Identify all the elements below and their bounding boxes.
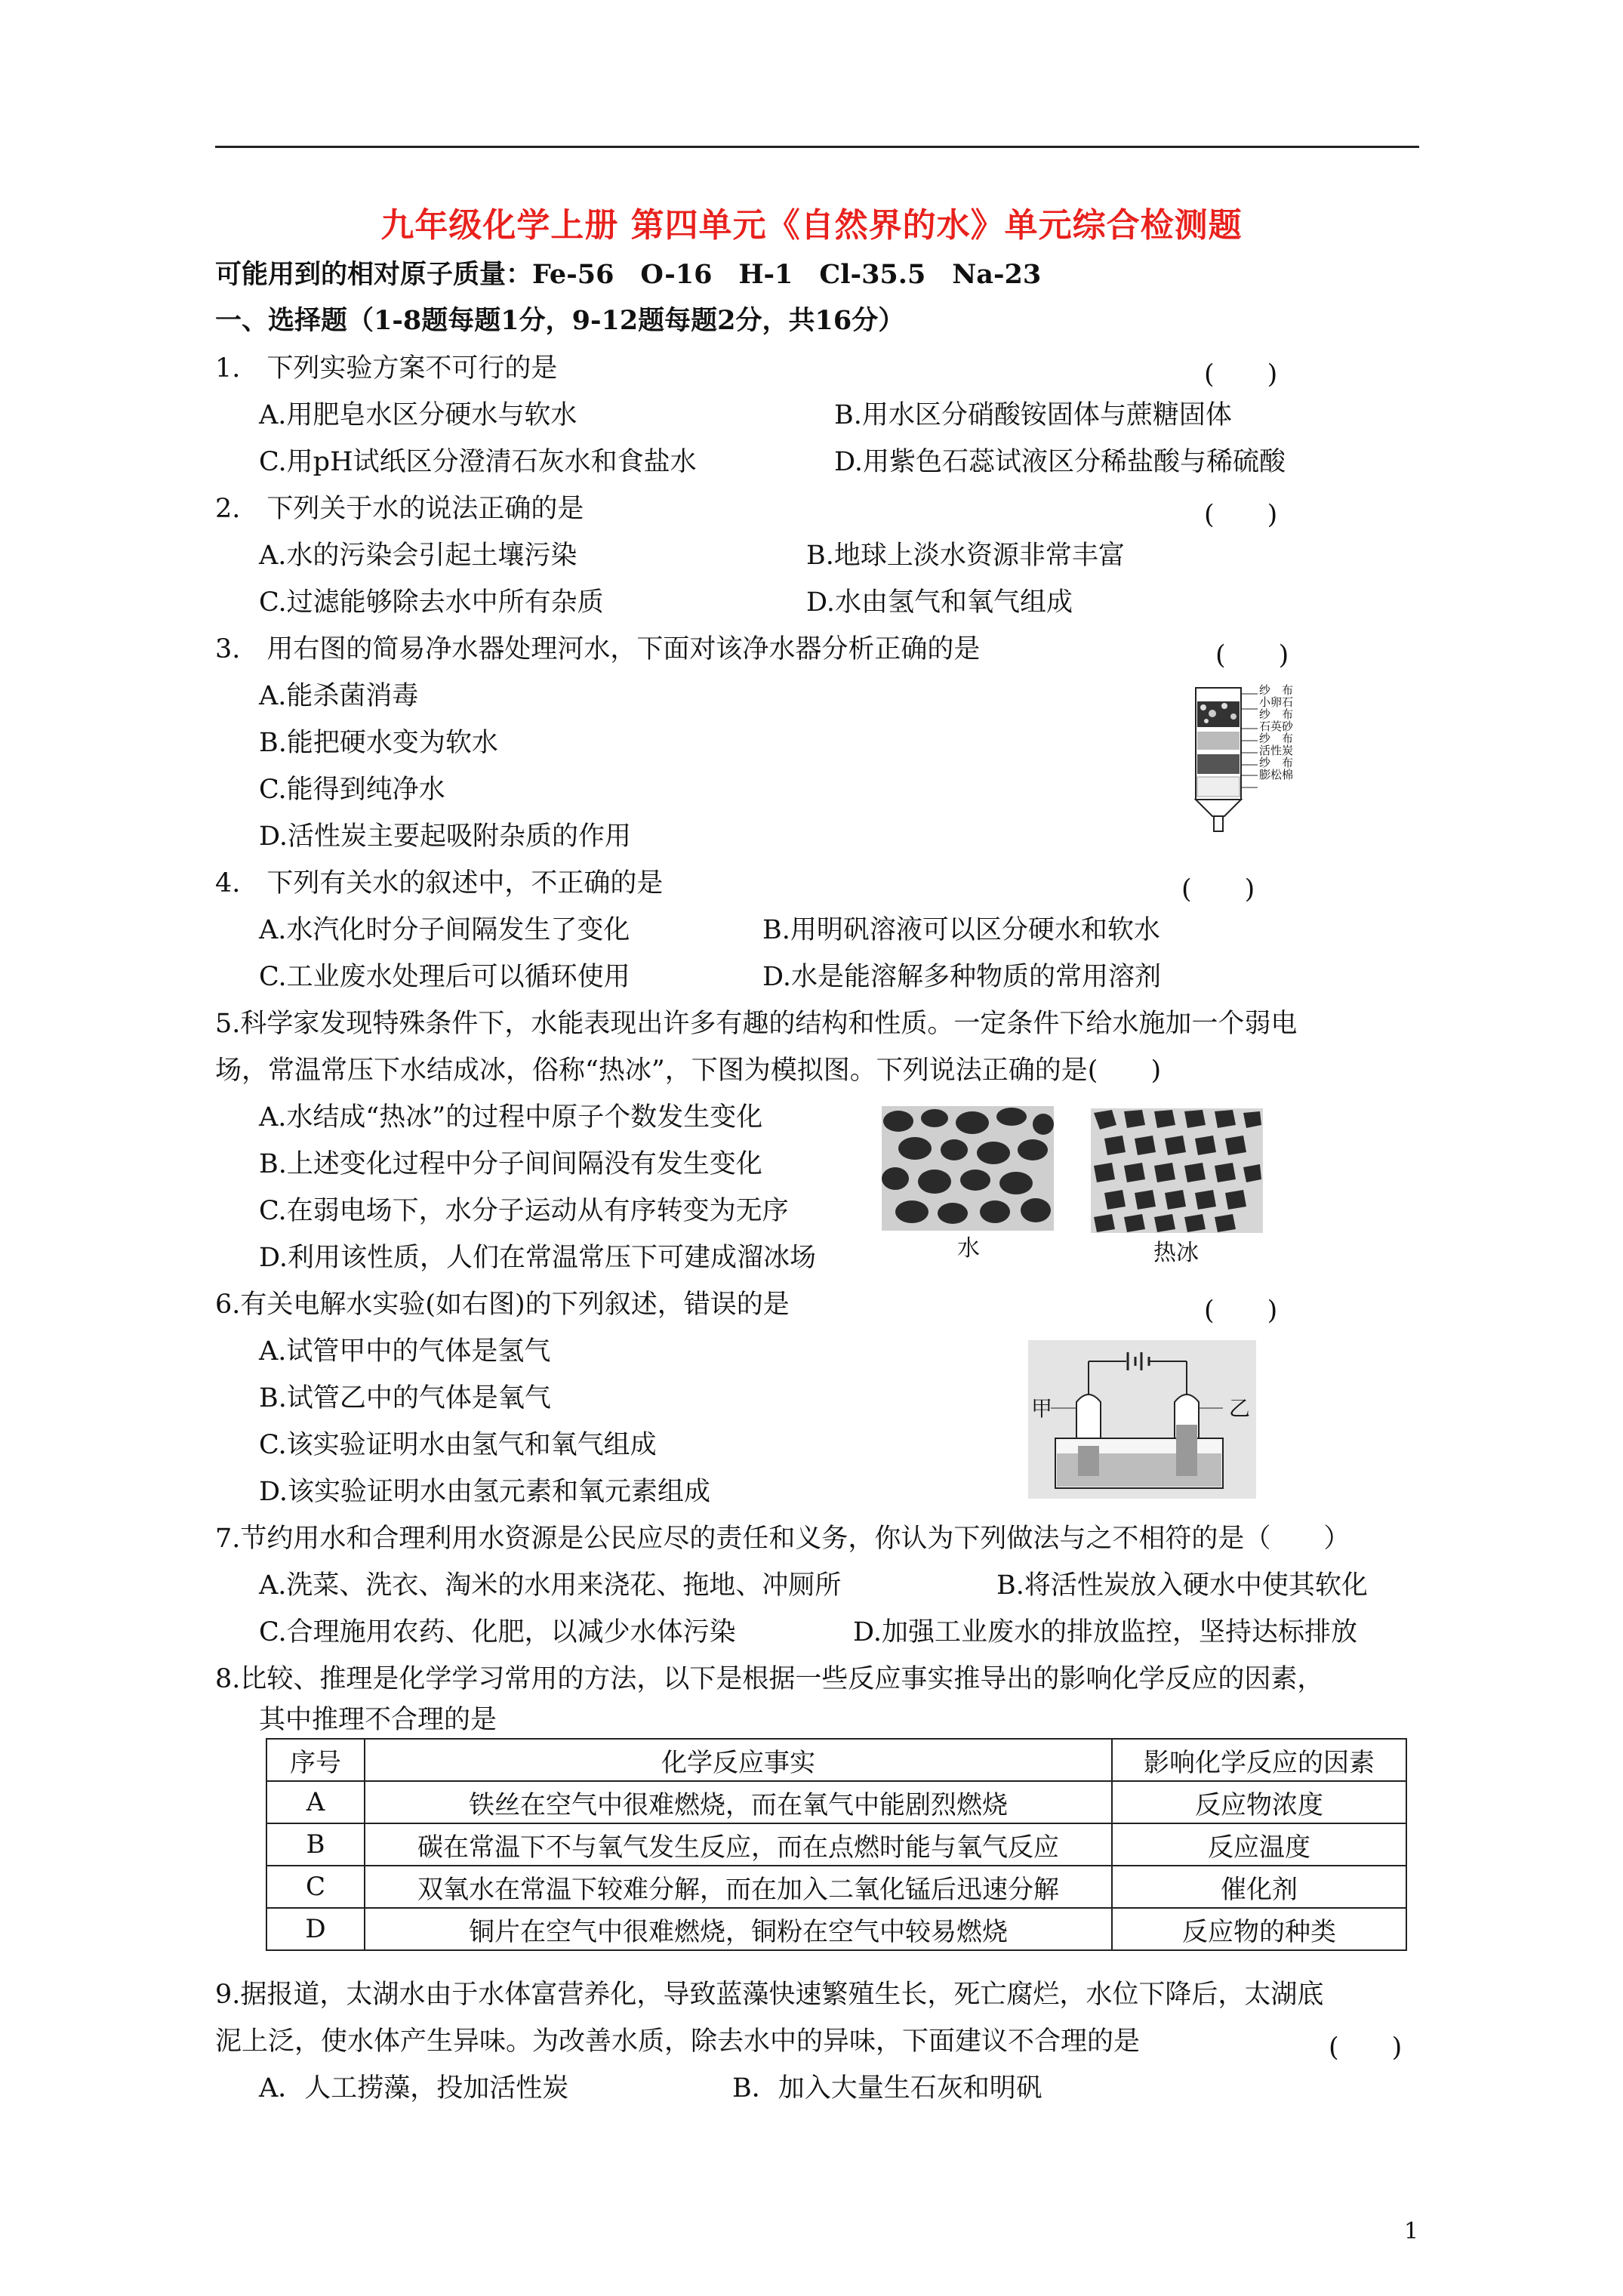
answer-blank: ( )	[1204, 500, 1278, 530]
answer-blank: ( )	[1204, 1296, 1278, 1326]
q1-option-c: C.用pH试纸区分澄清石灰水和食盐水	[259, 447, 697, 477]
question-5-stem-line2: 场，常温常压下水结成冰，俗称“热冰”，下图为模拟图。下列说法正确的是( )	[215, 1056, 1162, 1086]
answer-blank: ( )	[1181, 874, 1255, 905]
question-5-stem-line1: 5.科学家发现特殊条件下，水能表现出许多有趣的结构和性质。一定条件下给水施加一个弱电	[215, 1009, 1298, 1039]
table-header: 影响化学反应的因素	[1112, 1739, 1406, 1781]
hot-ice-image-caption: 热冰	[1153, 1240, 1199, 1266]
q6-option-d: D.该实验证明水由氢元素和氧元素组成	[259, 1477, 710, 1507]
table-header-row	[266, 1739, 1406, 1781]
table-cell: 反应物的种类	[1112, 1908, 1406, 1950]
question-1-stem: 1. 下列实验方案不可行的是	[215, 353, 558, 384]
q4-option-a: A.水汽化时分子间隔发生了变化	[259, 915, 630, 945]
answer-blank: ( )	[1204, 359, 1278, 390]
table-cell: 催化剂	[1112, 1866, 1406, 1908]
table-header: 化学反应事实	[365, 1739, 1112, 1781]
q4-option-d: D.水是能溶解多种物质的常用溶剂	[762, 962, 1161, 992]
question-6-stem: 6.有关电解水实验(如右图)的下列叙述，错误的是	[215, 1290, 790, 1320]
water-image-caption: 水	[957, 1235, 980, 1262]
q6-option-b: B.试管乙中的气体是氧气	[259, 1383, 551, 1413]
table-row	[266, 1866, 1406, 1908]
q1-option-d: D.用紫色石蕊试液区分稀盐酸与稀硫酸	[834, 447, 1286, 477]
q5-option-b: B.上述变化过程中分子间间隔没有发生变化	[259, 1149, 762, 1179]
q3-option-a: A.能杀菌消毒	[259, 681, 419, 711]
tube-left-label: 甲	[1031, 1396, 1053, 1421]
filter-label: 纱 布	[1259, 732, 1294, 745]
table-cell: 反应温度	[1112, 1823, 1406, 1866]
water-filter-figure	[1185, 683, 1313, 842]
q1-option-b: B.用水区分硝酸铵固体与蔗糖固体	[834, 400, 1232, 430]
q7-option-a: A.洗菜、洗衣、淘米的水用来浇花、拖地、冲厕所	[259, 1570, 842, 1601]
question-4-stem: 4. 下列有关水的叙述中，不正确的是	[215, 868, 664, 898]
water-filter-labels	[1259, 684, 1293, 781]
tube-right-label: 乙	[1229, 1396, 1251, 1421]
filter-label: 纱 布	[1259, 756, 1294, 769]
question-3-stem: 3. 用右图的简易净水器处理河水，下面对该净水器分析正确的是	[215, 634, 981, 664]
table-cell: A	[266, 1781, 365, 1823]
table-row	[266, 1781, 1406, 1823]
table-cell: D	[266, 1908, 365, 1950]
reaction-factors-table	[266, 1738, 1407, 1951]
table-cell: C	[266, 1866, 365, 1908]
q7-option-d: D.加强工业废水的排放监控，坚持达标排放	[853, 1617, 1357, 1647]
section-heading: 一、选择题（1-8题每题1分，9-12题每题2分，共16分）	[215, 305, 905, 336]
table-cell: 铁丝在空气中很难燃烧，而在氧气中能剧烈燃烧	[365, 1781, 1112, 1823]
q5-option-a: A.水结成“热冰”的过程中原子个数发生变化	[259, 1102, 763, 1133]
q7-option-c: C.合理施用农药、化肥，以减少水体污染	[259, 1617, 736, 1647]
q6-option-c: C.该实验证明水由氢气和氧气组成	[259, 1430, 657, 1460]
q3-option-d: D.活性炭主要起吸附杂质的作用	[259, 821, 631, 852]
water-structure-image	[882, 1106, 1054, 1231]
table-cell: 双氧水在常温下较难分解，而在加入二氧化锰后迅速分解	[365, 1866, 1112, 1908]
table-cell: 反应物浓度	[1112, 1781, 1406, 1823]
atomic-mass-line: 可能用到的相对原子质量：Fe-56 O-16 H-1 Cl-35.5 Na-23	[215, 259, 1042, 290]
filter-label: 膨松棉	[1259, 768, 1294, 781]
header-rule	[215, 146, 1419, 148]
q2-option-a: A.水的污染会引起土壤污染	[259, 541, 577, 571]
answer-blank: ( )	[1215, 640, 1289, 670]
table-cell: 碳在常温下不与氧气发生反应，而在点燃时能与氧气反应	[365, 1823, 1112, 1866]
filter-label: 纱 布	[1259, 683, 1294, 697]
page-number: 1	[1404, 2218, 1419, 2245]
q6-option-a: A.试管甲中的气体是氢气	[259, 1336, 551, 1367]
q5-option-c: C.在弱电场下，水分子运动从有序转变为无序	[259, 1196, 789, 1226]
q4-option-b: B.用明矾溶液可以区分硬水和软水	[762, 915, 1160, 945]
table-cell: 铜片在空气中很难燃烧，铜粉在空气中较易燃烧	[365, 1908, 1112, 1950]
answer-blank: ( )	[1329, 2032, 1403, 2063]
question-8-stem-line1: 8.比较、推理是化学学习常用的方法，以下是根据一些反应事实推导出的影响化学反应的因素，	[215, 1664, 1324, 1694]
electrolysis-figure	[1028, 1340, 1256, 1499]
q3-option-c: C.能得到纯净水	[259, 775, 445, 805]
page-title: 九年级化学上册 第四单元《自然界的水》单元综合检测题	[380, 206, 1243, 245]
table-cell: B	[266, 1823, 365, 1866]
q3-option-b: B.能把硬水变为软水	[259, 728, 498, 758]
filter-label: 石英砂	[1259, 720, 1294, 733]
q2-option-d: D.水由氢气和氧气组成	[806, 587, 1073, 618]
q5-option-d: D.利用该性质，人们在常温常压下可建成溜冰场	[259, 1243, 816, 1273]
filter-label: 纱 布	[1259, 707, 1294, 721]
table-header: 序号	[266, 1739, 365, 1781]
q9-option-b: B．加入大量生石灰和明矾	[732, 2073, 1042, 2103]
hot-ice-structure-image	[1091, 1108, 1263, 1233]
table-row	[266, 1823, 1406, 1866]
q1-option-a: A.用肥皂水区分硬水与软水	[259, 400, 577, 430]
q4-option-c: C.工业废水处理后可以循环使用	[259, 962, 630, 992]
q7-option-b: B.将活性炭放入硬水中使其软化	[996, 1570, 1368, 1601]
question-9-stem-line2: 泥上泛，使水体产生异味。为改善水质，除去水中的异味，下面建议不合理的是	[215, 2026, 1141, 2057]
q9-option-a: A．人工捞藻，投加活性炭	[259, 2073, 569, 2103]
question-7-stem: 7.节约用水和合理利用水资源是公民应尽的责任和义务，你认为下列做法与之不相符的是（ ）	[215, 1524, 1350, 1554]
question-8-stem-line2: 其中推理不合理的是	[259, 1705, 497, 1735]
question-2-stem: 2. 下列关于水的说法正确的是	[215, 494, 584, 524]
filter-label: 小卵石	[1259, 695, 1294, 709]
question-9-stem-line1: 9.据报道，太湖水由于水体富营养化，导致蓝藻快速繁殖生长，死亡腐烂，水位下降后，太湖底	[215, 1980, 1324, 2010]
table-row	[266, 1908, 1406, 1950]
filter-label: 活性炭	[1259, 744, 1294, 757]
q2-option-b: B.地球上淡水资源非常丰富	[806, 541, 1125, 571]
q2-option-c: C.过滤能够除去水中所有杂质	[259, 587, 604, 618]
